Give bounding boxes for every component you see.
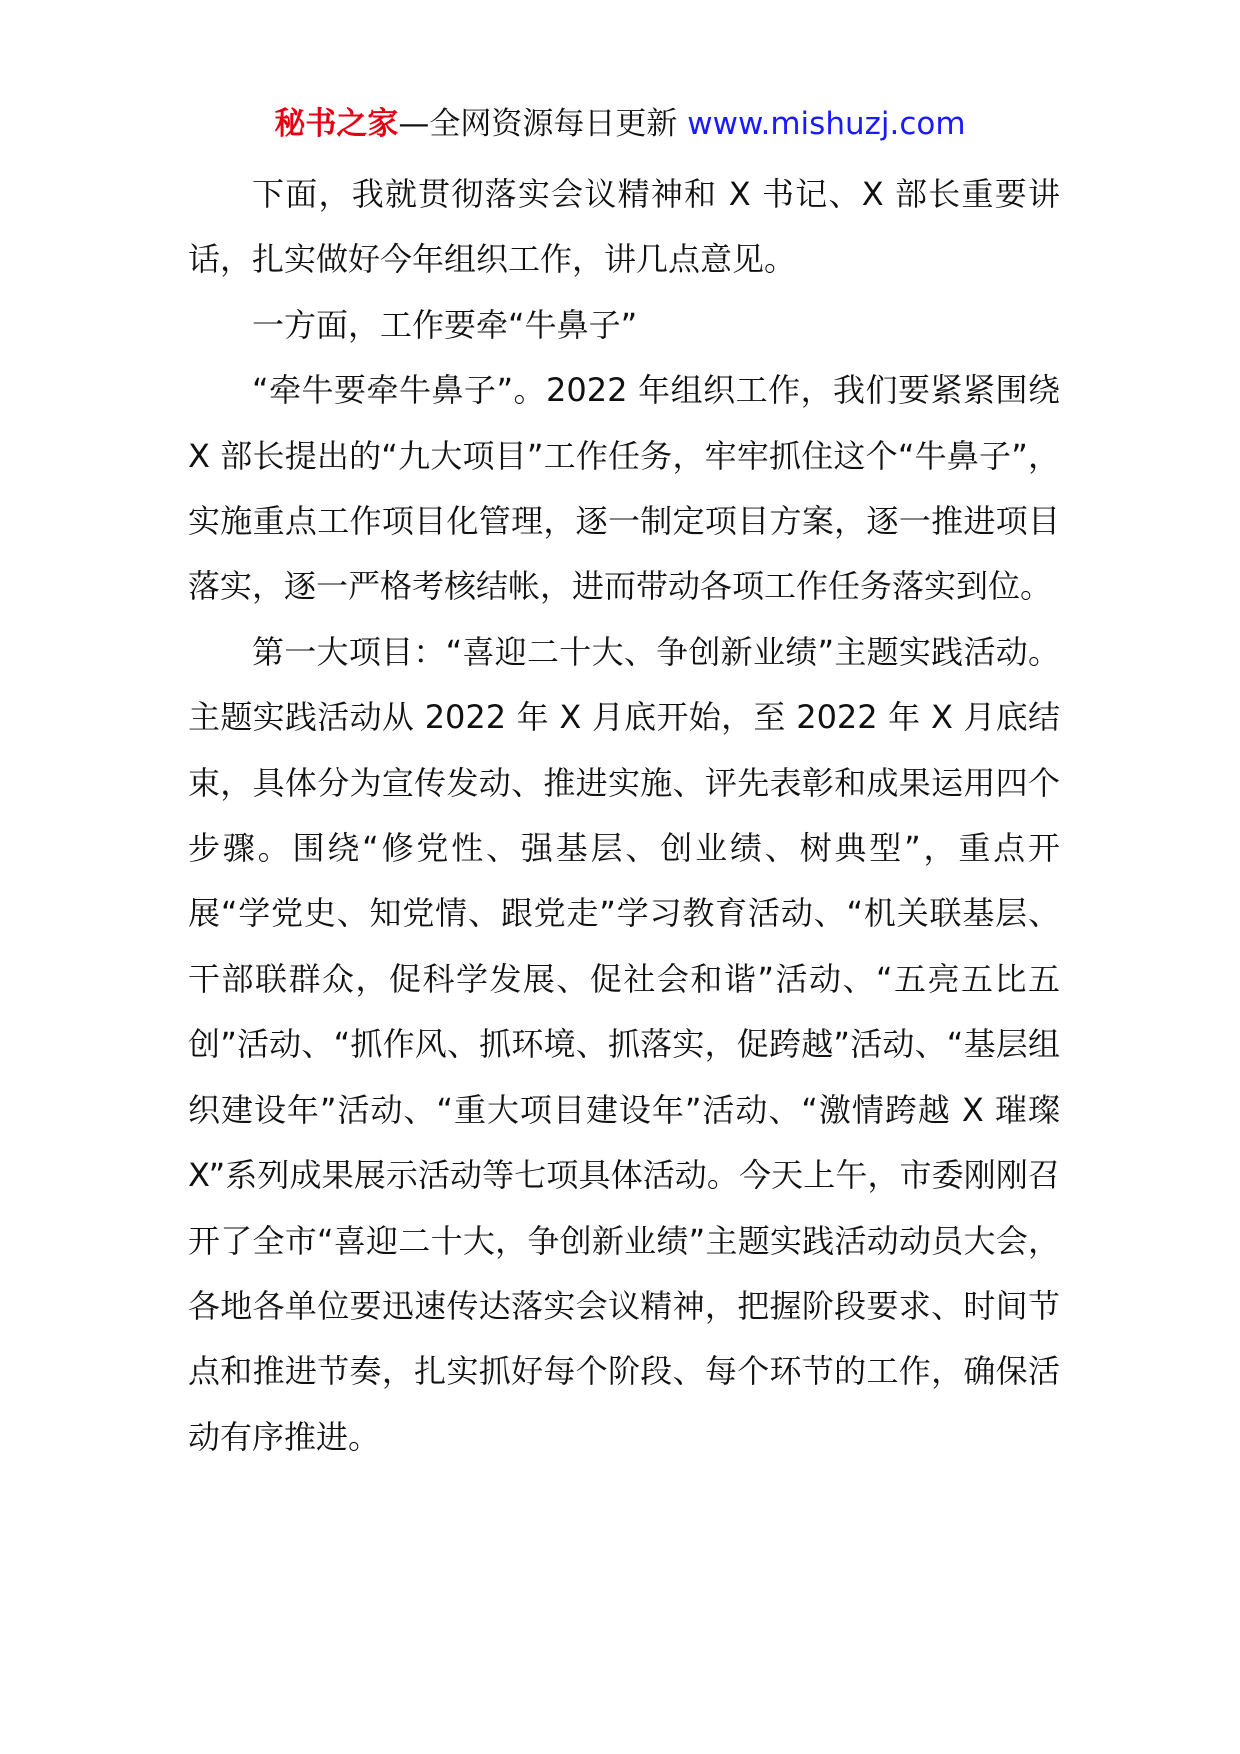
header-tagline: —全网资源每日更新 xyxy=(398,106,678,142)
body-paragraph: “牵牛要牵牛鼻子”。2022 年组织工作，我们要紧紧围绕 X 部长提出的“九大项目”工作任务，牢牢抓住这个“牛鼻子”，实施重点工作项目化管理，逐一制定项目方案，逐一推进项目落实，逐一严格考核结帐，进而带动各项工作任务落实到位。 xyxy=(188,371,1060,606)
body-paragraph: 第一大项目：“喜迎二十大、争创新业绩”主题实践活动。主题实践活动从 2022 年 X 月底开始，至 2022 年 X 月底结束，具体分为宣传发动、推进实施、评先表彰和成果运用四个步骤。围绕“修党性、强基层、创业绩、树典型”，重点开展“学党史、知党情、跟党走”学习教育活动、“机关联基层、干部联群众，促科学发展、促社会和谐”活动、“五亮五比五创”活动、“抓作风、抓环境、抓落实，促跨越”活动、“基层组织建设年”活动、“重大项目建设年”活动、“激情跨越 X 璀璨 X”系列成果展示活动等七项具体活动。今天上午，市委刚刚召开了全市“喜迎二十大，争创新业绩”主题实践活动动员大会，各地各单位要迅速传达落实会议精神，把握阶段要求、时间节点和推进节奏，扎实抓好每个阶段、每个环节的工作，确保活动有序推进。 xyxy=(188,632,1060,1456)
intro-paragraph: 下面，我就贯彻落实会议精神和 X 书记、X 部长重要讲话，扎实做好今年组织工作，讲几点意见。 xyxy=(188,175,1060,279)
page-header xyxy=(0,100,1240,148)
brand-name: 秘书之家 xyxy=(274,106,399,142)
document-body xyxy=(188,162,1060,1470)
section-heading: 一方面，工作要牵“牛鼻子” xyxy=(252,305,638,344)
site-url-link[interactable]: www.mishuzj.com xyxy=(687,106,966,142)
